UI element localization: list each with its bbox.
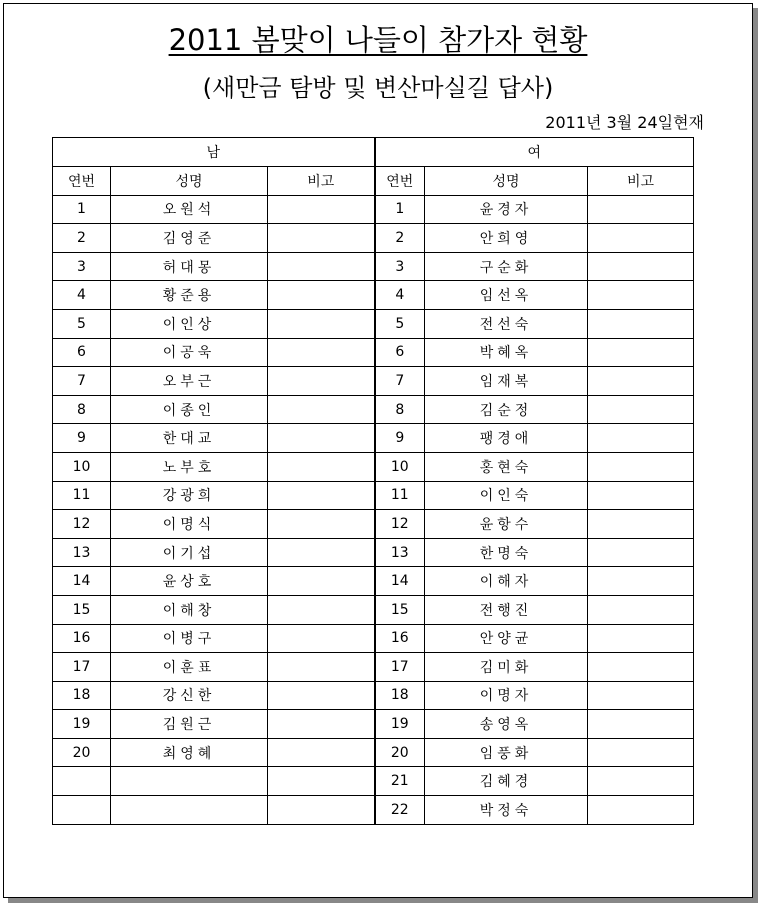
female-name-cell: 한명숙	[425, 538, 588, 567]
male-name-cell: 이종인	[111, 395, 268, 424]
female-name-cell: 임선옥	[425, 281, 588, 310]
female-note-cell	[588, 395, 694, 424]
table-row	[53, 624, 694, 653]
as-of-date: 2011년 3월 24일현재	[545, 113, 704, 132]
table-row	[53, 224, 694, 253]
female-no-cell: 22	[375, 796, 425, 825]
male-no-cell: 5	[53, 309, 111, 338]
female-name-cell: 윤항수	[425, 510, 588, 539]
female-no-cell: 2	[375, 224, 425, 253]
male-name-cell	[111, 767, 268, 796]
female-name-cell: 전행진	[425, 595, 588, 624]
table-row	[53, 281, 694, 310]
table-row	[53, 481, 694, 510]
female-note-cell	[588, 624, 694, 653]
table-row	[53, 195, 694, 224]
male-note-cell	[268, 510, 375, 539]
female-name-cell: 임풍화	[425, 738, 588, 767]
male-note-cell	[268, 681, 375, 710]
male-name-cell: 이인상	[111, 309, 268, 338]
male-name-cell: 윤상호	[111, 567, 268, 596]
male-note-cell	[268, 481, 375, 510]
male-name-cell: 한대교	[111, 424, 268, 453]
female-name-cell: 이인숙	[425, 481, 588, 510]
female-name-cell: 송영옥	[425, 710, 588, 739]
female-note-cell	[588, 567, 694, 596]
male-no-cell	[53, 796, 111, 825]
male-no-cell: 4	[53, 281, 111, 310]
col-header-no: 연번	[53, 167, 111, 196]
male-note-cell	[268, 424, 375, 453]
female-no-cell: 19	[375, 710, 425, 739]
male-name-cell: 노부호	[111, 452, 268, 481]
male-name-cell: 이기섭	[111, 538, 268, 567]
female-note-cell	[588, 195, 694, 224]
table-row	[53, 710, 694, 739]
female-note-cell	[588, 738, 694, 767]
female-note-cell	[588, 510, 694, 539]
table-row	[53, 395, 694, 424]
male-note-cell	[268, 710, 375, 739]
male-note-cell	[268, 395, 375, 424]
female-note-cell	[588, 309, 694, 338]
group-header-female: 여	[375, 138, 694, 167]
male-note-cell	[268, 796, 375, 825]
page-title: 2011 봄맞이 나들이 참가자 현황	[168, 23, 588, 57]
male-name-cell: 최영혜	[111, 738, 268, 767]
male-note-cell	[268, 195, 375, 224]
male-note-cell	[268, 653, 375, 682]
male-no-cell: 6	[53, 338, 111, 367]
female-name-cell: 윤경자	[425, 195, 588, 224]
col-header-name: 성명	[425, 167, 588, 196]
female-no-cell: 16	[375, 624, 425, 653]
table-row	[53, 738, 694, 767]
female-no-cell: 4	[375, 281, 425, 310]
female-note-cell	[588, 224, 694, 253]
female-name-cell: 김순정	[425, 395, 588, 424]
female-no-cell: 5	[375, 309, 425, 338]
table-row	[53, 338, 694, 367]
male-note-cell	[268, 224, 375, 253]
male-no-cell: 18	[53, 681, 111, 710]
female-no-cell: 6	[375, 338, 425, 367]
female-name-cell: 김미화	[425, 653, 588, 682]
male-name-cell: 이공욱	[111, 338, 268, 367]
female-no-cell: 11	[375, 481, 425, 510]
table-row	[53, 510, 694, 539]
table-row	[53, 567, 694, 596]
male-name-cell: 김영준	[111, 224, 268, 253]
female-note-cell	[588, 653, 694, 682]
male-no-cell: 9	[53, 424, 111, 453]
female-name-cell: 박혜옥	[425, 338, 588, 367]
male-no-cell	[53, 767, 111, 796]
male-name-cell: 오원석	[111, 195, 268, 224]
female-note-cell	[588, 452, 694, 481]
male-no-cell: 8	[53, 395, 111, 424]
female-name-cell: 김혜경	[425, 767, 588, 796]
female-name-cell: 이해자	[425, 567, 588, 596]
female-note-cell	[588, 252, 694, 281]
male-name-cell: 강신한	[111, 681, 268, 710]
table-row	[53, 681, 694, 710]
female-note-cell	[588, 538, 694, 567]
table-row	[53, 452, 694, 481]
male-no-cell: 10	[53, 452, 111, 481]
male-note-cell	[268, 367, 375, 396]
female-no-cell: 20	[375, 738, 425, 767]
male-no-cell: 3	[53, 252, 111, 281]
table-row	[53, 367, 694, 396]
male-note-cell	[268, 767, 375, 796]
female-note-cell	[588, 595, 694, 624]
female-no-cell: 8	[375, 395, 425, 424]
male-name-cell: 이훈표	[111, 653, 268, 682]
female-no-cell: 9	[375, 424, 425, 453]
table-row	[53, 424, 694, 453]
female-note-cell	[588, 767, 694, 796]
female-note-cell	[588, 796, 694, 825]
male-name-cell: 이해창	[111, 595, 268, 624]
table-row	[53, 252, 694, 281]
male-note-cell	[268, 595, 375, 624]
roster-body	[53, 195, 694, 824]
female-no-cell: 1	[375, 195, 425, 224]
col-header-note: 비고	[588, 167, 694, 196]
male-no-cell: 2	[53, 224, 111, 253]
female-note-cell	[588, 481, 694, 510]
participant-table	[52, 137, 694, 825]
female-no-cell: 15	[375, 595, 425, 624]
male-no-cell: 19	[53, 710, 111, 739]
female-no-cell: 17	[375, 653, 425, 682]
page-subtitle: (새만금 탐방 및 변산마실길 답사)	[202, 74, 554, 102]
female-note-cell	[588, 338, 694, 367]
male-no-cell: 17	[53, 653, 111, 682]
table-row	[53, 653, 694, 682]
female-note-cell	[588, 681, 694, 710]
male-note-cell	[268, 567, 375, 596]
female-name-cell: 박정숙	[425, 796, 588, 825]
male-no-cell: 11	[53, 481, 111, 510]
female-note-cell	[588, 710, 694, 739]
female-note-cell	[588, 424, 694, 453]
col-header-note: 비고	[268, 167, 375, 196]
female-name-cell: 홍현숙	[425, 452, 588, 481]
male-name-cell: 이병구	[111, 624, 268, 653]
col-header-no: 연번	[375, 167, 425, 196]
male-name-cell: 강광희	[111, 481, 268, 510]
male-note-cell	[268, 252, 375, 281]
male-name-cell: 김원근	[111, 710, 268, 739]
male-no-cell: 15	[53, 595, 111, 624]
female-name-cell: 팽경애	[425, 424, 588, 453]
female-no-cell: 12	[375, 510, 425, 539]
female-name-cell: 안양균	[425, 624, 588, 653]
female-name-cell: 안희영	[425, 224, 588, 253]
male-no-cell: 7	[53, 367, 111, 396]
female-no-cell: 7	[375, 367, 425, 396]
table-row	[53, 767, 694, 796]
male-note-cell	[268, 624, 375, 653]
male-name-cell: 이명식	[111, 510, 268, 539]
table-row	[53, 538, 694, 567]
male-name-cell: 황준용	[111, 281, 268, 310]
male-no-cell: 20	[53, 738, 111, 767]
male-name-cell: 허대몽	[111, 252, 268, 281]
female-note-cell	[588, 281, 694, 310]
female-name-cell: 구순화	[425, 252, 588, 281]
table-row	[53, 309, 694, 338]
col-header-name: 성명	[111, 167, 268, 196]
female-name-cell: 전선숙	[425, 309, 588, 338]
male-name-cell: 오부근	[111, 367, 268, 396]
male-no-cell: 13	[53, 538, 111, 567]
male-name-cell	[111, 796, 268, 825]
female-no-cell: 10	[375, 452, 425, 481]
male-note-cell	[268, 738, 375, 767]
female-no-cell: 21	[375, 767, 425, 796]
male-note-cell	[268, 281, 375, 310]
female-no-cell: 3	[375, 252, 425, 281]
male-note-cell	[268, 309, 375, 338]
female-no-cell: 13	[375, 538, 425, 567]
male-no-cell: 12	[53, 510, 111, 539]
table-row	[53, 796, 694, 825]
female-no-cell: 18	[375, 681, 425, 710]
male-note-cell	[268, 452, 375, 481]
table-row	[53, 595, 694, 624]
female-note-cell	[588, 367, 694, 396]
male-no-cell: 16	[53, 624, 111, 653]
male-note-cell	[268, 538, 375, 567]
female-name-cell: 임재복	[425, 367, 588, 396]
male-note-cell	[268, 338, 375, 367]
group-header-male: 남	[53, 138, 375, 167]
male-no-cell: 14	[53, 567, 111, 596]
female-no-cell: 14	[375, 567, 425, 596]
female-name-cell: 이명자	[425, 681, 588, 710]
male-no-cell: 1	[53, 195, 111, 224]
